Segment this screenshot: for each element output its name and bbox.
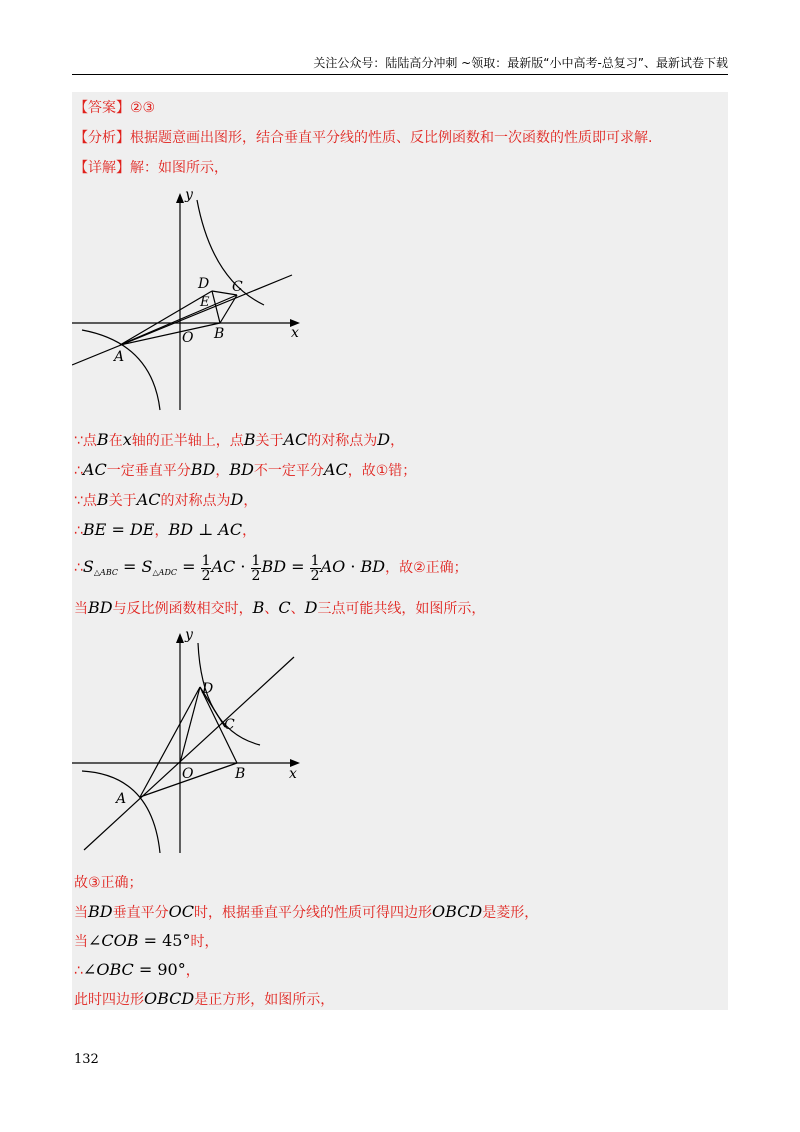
fig1-label-a: A — [114, 349, 125, 365]
analysis-text: 根据题意画出图形，结合垂直平分线的性质、反比例函数和一次函数的性质即可求解. — [130, 130, 653, 146]
fig1-label-x: x — [291, 325, 299, 341]
fig2-label-c: C — [224, 717, 235, 733]
detail-line — [74, 158, 228, 178]
fig1-hyperbola-lower — [82, 330, 160, 410]
proof-line-9: 当∠COB = 45°时， — [74, 931, 219, 950]
fig2-label-d: D — [202, 681, 214, 697]
proof-line-3: ∵点B关于AC的对称点为D， — [74, 490, 258, 509]
figure-1 — [72, 185, 312, 415]
fig2-line-ac — [84, 657, 294, 850]
fig1-label-e: E — [200, 295, 210, 310]
proof-line-7: 故③正确； — [74, 875, 143, 891]
fig2-label-b: B — [235, 766, 246, 782]
page-header — [72, 52, 728, 75]
detail-label: 【详解】 — [74, 160, 130, 176]
answer-value: ②③ — [130, 100, 156, 116]
proof-line-1: ∵点B在x轴的正半轴上，点B关于AC的对称点为D， — [74, 430, 405, 449]
fig2-label-y: y — [185, 627, 193, 643]
figure-2 — [72, 625, 312, 860]
fig2-y-arrow — [176, 633, 184, 643]
proof-line-6: 当BD与反比例函数相交时，B、C、D三点可能共线，如图所示， — [74, 598, 486, 617]
fig1-label-o: O — [182, 330, 194, 346]
proof-line-5: $\therefore S_{\triangle ABC} = S_{\triangle ADC}$ = $\frac{1}{2}$ AC · $\frac{1}{2}$ BD = $\frac{1}{2}$ AO · BD，故②正确； — [74, 552, 468, 584]
proof-line-10: ∴∠OBC = 90°， — [74, 960, 200, 979]
fig1-label-y: y — [185, 187, 193, 203]
fig1-y-arrow — [176, 193, 184, 203]
analysis-label: 【分析】 — [74, 130, 130, 146]
fig2-label-a: A — [116, 791, 127, 807]
answer-line — [74, 98, 155, 118]
header-text: 关注公众号：陆陆高分冲刺 ~领取：最新版“小中高考-总复习”、最新试卷下载 — [313, 56, 728, 70]
analysis-line — [74, 128, 652, 148]
fig1-label-c: C — [232, 279, 243, 295]
proof-line-4: ∴BE = DE，BD ⊥ AC， — [74, 520, 257, 539]
fig2-label-o: O — [182, 766, 194, 782]
fig2-label-x: x — [289, 766, 297, 782]
page-number: 132 — [74, 1052, 99, 1067]
proof-line-11: 此时四边形OBCD是正方形，如图所示， — [74, 989, 335, 1008]
fig1-label-b: B — [214, 326, 225, 342]
answer-label: 【答案】 — [74, 100, 130, 116]
proof-line-8: 当BD垂直平分OC时，根据垂直平分线的性质可得四边形OBCD是菱形， — [74, 902, 539, 921]
fig1-line-ac — [72, 275, 292, 365]
proof-line-2: ∴AC一定垂直平分BD，BD不一定平分AC，故①错； — [74, 460, 417, 479]
fig1-label-d: D — [198, 276, 210, 292]
detail-text: 解：如图所示， — [130, 160, 228, 176]
